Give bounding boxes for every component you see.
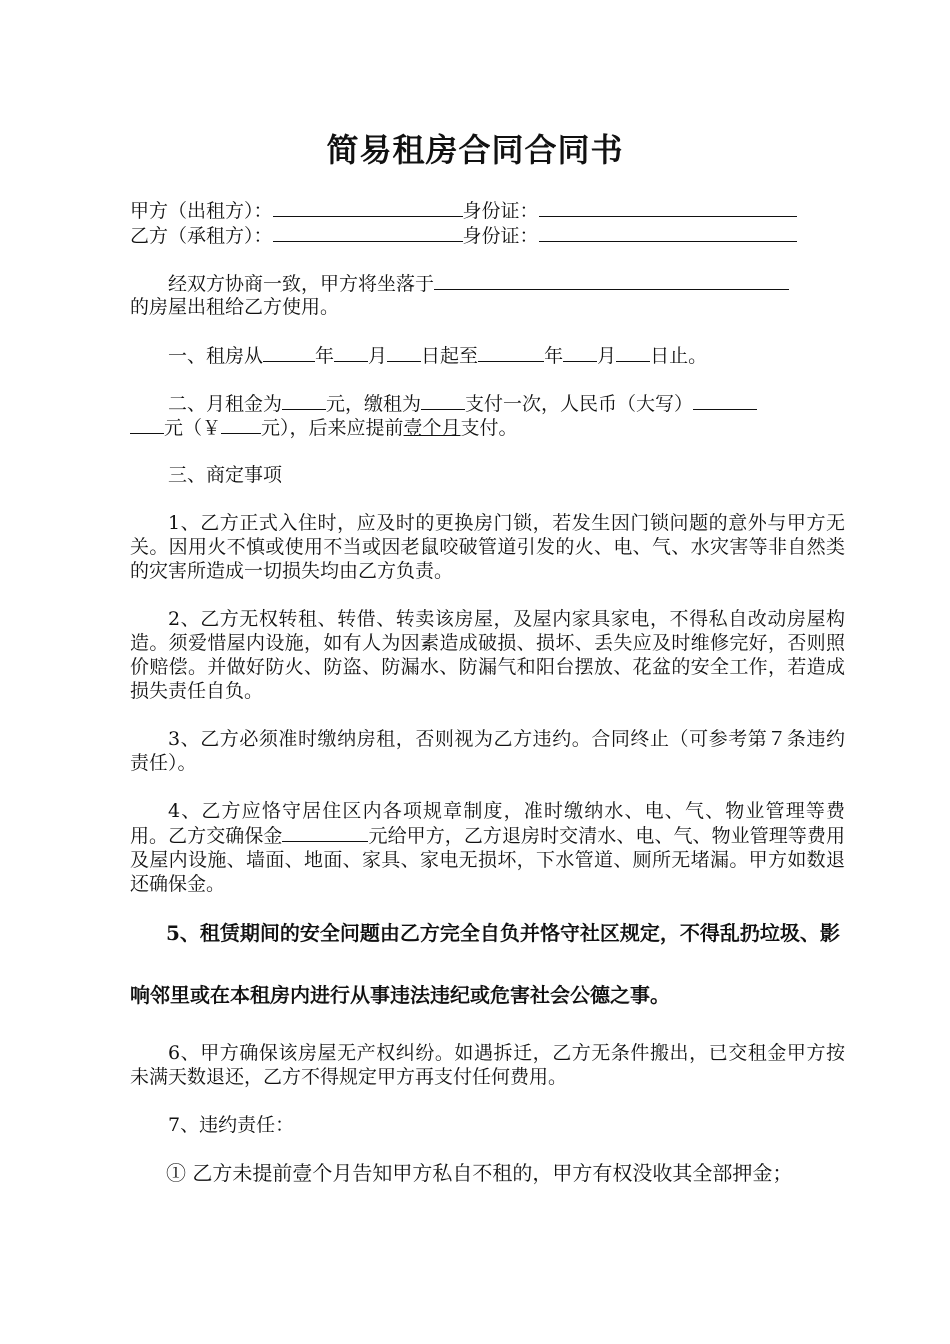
item-6: 6、甲方确保该房屋无产权纠纷。如遇拆迁，乙方无条件搬出，已交租金甲方按未满天数退还，乙方不得规定甲方再支付任何费用。: [130, 1042, 845, 1088]
party-b-label: 乙方（承租方）：: [130, 225, 273, 247]
party-a-label: 甲方（出租方）：: [130, 200, 273, 222]
party-a-name-blank[interactable]: [273, 198, 463, 217]
clause-2-line1: [130, 391, 845, 416]
party-b-id-label: 身份证：: [462, 225, 539, 247]
rmb-upper-blank[interactable]: [693, 391, 757, 410]
clause-2-line2: [130, 415, 845, 440]
party-b-id-blank[interactable]: [539, 223, 797, 242]
pay-cycle-blank[interactable]: [421, 391, 465, 410]
deposit-blank[interactable]: [282, 823, 368, 842]
clause-2-period: 壹个月: [403, 417, 461, 439]
clause-1-year2: 年: [544, 345, 564, 367]
start-year-blank[interactable]: [263, 343, 315, 362]
end-month-blank[interactable]: [563, 343, 597, 362]
end-year-blank[interactable]: [478, 343, 544, 362]
party-b-row: [130, 223, 845, 248]
clause-3-heading: 三、商定事项: [168, 464, 283, 486]
item-5: 5、租赁期间的安全问题由乙方完全自负并恪守社区规定，不得乱扔垃圾、影响邻里或在本租房内进行从事违法违纪或危害社会公德之事。: [130, 921, 840, 1007]
party-a-id-label: 身份证：: [462, 200, 539, 222]
party-a-id-blank[interactable]: [539, 198, 797, 217]
clause-1-year: 年: [315, 345, 335, 367]
party-a-row: [130, 198, 845, 223]
clause-2-text7: 支付。: [460, 417, 518, 439]
item-3: 3、乙方必须准时缴纳房租，否则视为乙方违约。合同终止（可参考第７条违约责任）。: [130, 728, 845, 774]
item-4: [130, 799, 845, 896]
intro-text2: 的房屋出租给乙方使用。: [130, 296, 340, 318]
address-blank[interactable]: [434, 271, 789, 290]
rent-blank[interactable]: [282, 391, 326, 410]
start-day-blank[interactable]: [387, 343, 421, 362]
clause-2-text5: 元），后来应提前: [261, 417, 404, 439]
rmb-amount-blank[interactable]: [221, 415, 261, 434]
intro-line2: [130, 295, 845, 319]
clause-1-month: 月: [368, 345, 388, 367]
start-month-blank[interactable]: [334, 343, 368, 362]
item-1: 1、乙方正式入住时，应及时的更换房门锁，若发生因门锁问题的意外与甲方无关。因用火不慎或使用不当或因老鼠咬破管道引发的火、电、气、水灾害等非自然类的灾害所造成一切损失均由乙方负责。: [130, 512, 845, 582]
intro-text1: 经双方协商一致，甲方将坐落于: [168, 273, 435, 295]
item-4-text-b: 元给甲方，乙方退房时交清水、电、气、物业管理等费用及屋内设施、墙面、地面、家具、家电无损坏，下水管道、厕所无堵漏。甲方如数退还确保金。: [130, 825, 845, 895]
clause-2-text3: 支付一次，人民币（大写）: [465, 393, 694, 415]
clause-2-text4: 元（￥: [164, 417, 222, 439]
end-day-blank[interactable]: [616, 343, 650, 362]
clause-1-to: 日起至: [421, 345, 479, 367]
rmb-upper-blank-cont[interactable]: [130, 415, 164, 434]
party-b-name-blank[interactable]: [273, 223, 463, 242]
clause-1-end: 日止。: [650, 345, 708, 367]
clause-1-text: 一、租房从: [168, 345, 264, 367]
item-4-text-a: 4、乙方应恪守居住区内各项规章制度，准时缴纳水、电、气、物业管理等费用。乙方交确保金: [130, 800, 845, 847]
clause-2-text2: 元，缴租为: [326, 393, 422, 415]
item-7: 7、违约责任：: [168, 1114, 295, 1136]
clause-1-month2: 月: [597, 345, 617, 367]
clause-2-text1: 二、月租金为: [168, 393, 283, 415]
item-7-1: ① 乙方未提前壹个月告知甲方私自不租的，甲方有权没收其全部押金；: [166, 1161, 793, 1185]
intro-line1: [130, 271, 845, 296]
item-2: 2、乙方无权转租、转借、转卖该房屋，及屋内家具家电，不得私自改动房屋构造。须爱惜屋内设施，如有人为因素造成破损、损坏、丢失应及时维修完好，否则照价赔偿。并做好防火、防盗、防漏水、防漏气和阳台摆放、花盆的安全工作，若造成损失责任自负。: [130, 608, 845, 702]
clause-1: [130, 343, 845, 368]
page-title: 简易租房合同合同书: [326, 131, 624, 169]
